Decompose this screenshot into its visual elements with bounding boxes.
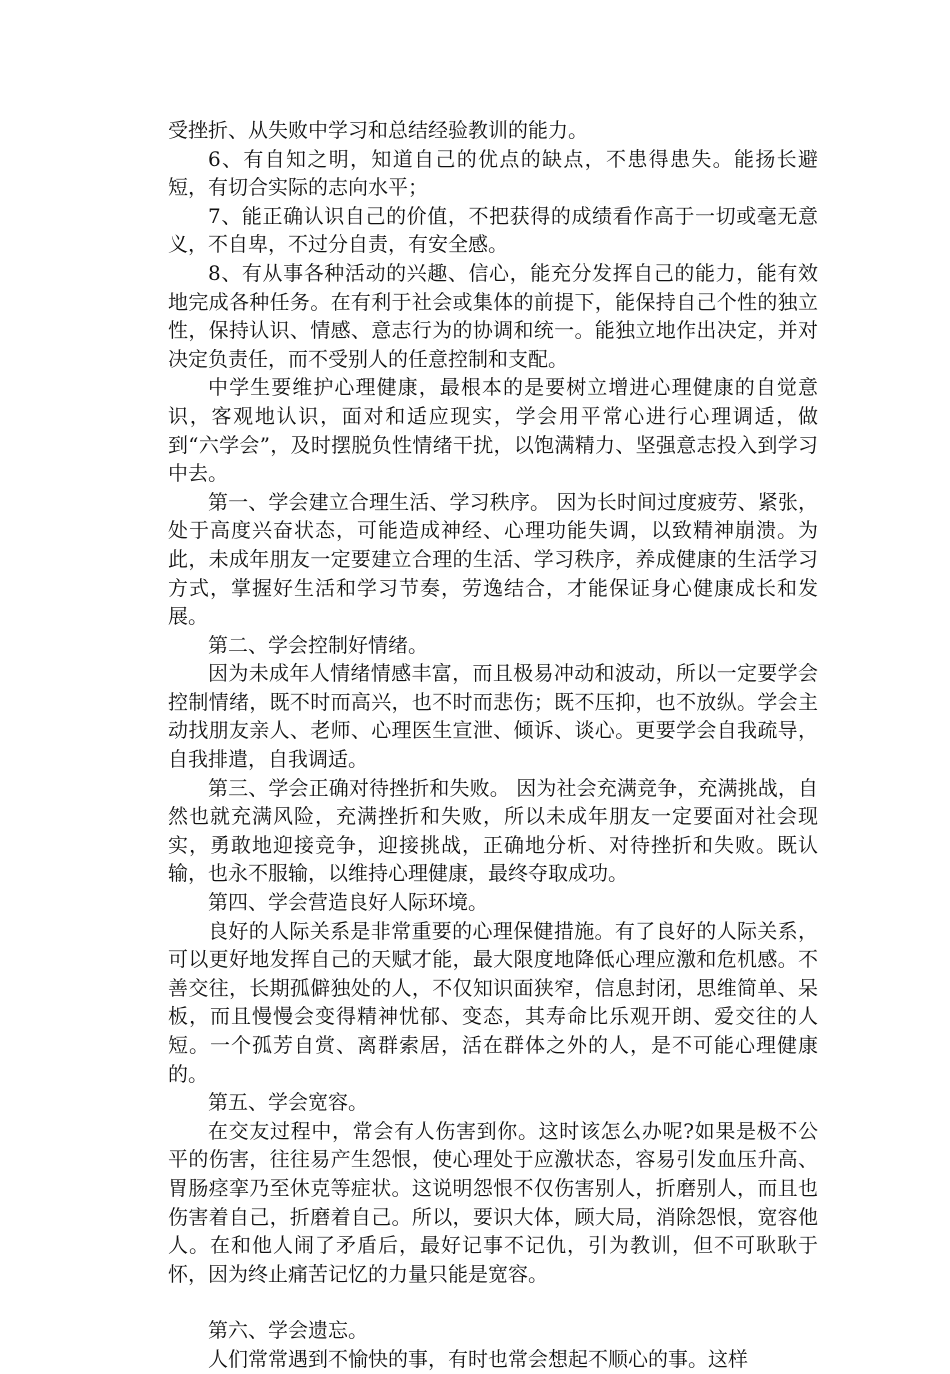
paragraph-item-7: 7、能正确认识自己的价值，不把获得的成绩看作高于一切或毫无意义，不自卑，不过分自责，有安全感。 bbox=[168, 203, 818, 257]
paragraph-intro: 中学生要维护心理健康，最根本的是要树立增进心理健康的自觉意识，客观地认识，面对和适应现实，学会用平常心进行心理调适，做到“六学会”，及时摆脱负性情绪干扰，以饱满精力、坚强意志投入到学习中去。 bbox=[168, 375, 818, 486]
paragraph-item-8: 8、有从事各种活动的兴趣、信心，能充分发挥自己的能力，能有效地完成各种任务。在有利于社会或集体的前提下，能保持自己个性的独立性，保持认识、情感、意志行为的协调和统一。能独立地作出决定，并对决定负责任，而不受别人的任意控制和支配。 bbox=[168, 260, 818, 371]
paragraph-sixth: 人们常常遇到不愉快的事，有时也常会想起不顺心的事。这样 bbox=[208, 1346, 748, 1371]
paragraph-first: 第一、学会建立合理生活、学习秩序。 因为长时间过度疲劳、紧张，处于高度兴奋状态，可能造成神经、心理功能失调，以致精神崩溃。为此，未成年朋友一定要建立合理的生活、学习秩序，养成健康的生活学习方式，掌握好生活和学习节奏，劳逸结合，才能保证身心健康成长和发展。 bbox=[168, 489, 818, 629]
paragraph-item-6: 6、有自知之明，知道自己的优点的缺点，不患得患失。能扬长避短，有切合实际的志向水平； bbox=[168, 146, 818, 200]
paragraph-fifth: 在交友过程中，常会有人伤害到你。这时该怎么办呢?如果是极不公平的伤害，往往易产生怨恨，使心理处于应激状态，容易引发血压升高、胃肠痉挛乃至休克等症状。这说明怨恨不仅伤害别人，折磨别人，而且也伤害着自己，折磨着自己。所以，要识大体，顾大局，消除怨恨，宽容他人。在和他人闹了矛盾后，最好记事不记仇，引为教训，但不可耿耿于怀，因为终止痛苦记忆的力量只能是宽容。 bbox=[168, 1118, 818, 1286]
heading-sixth: 第六、学会遗忘。 bbox=[208, 1318, 368, 1343]
heading-fourth: 第四、学会营造良好人际环境。 bbox=[208, 890, 488, 915]
paragraph-fourth: 良好的人际关系是非常重要的心理保健措施。有了良好的人际关系，可以更好地发挥自己的天赋才能，最大限度地降低心理应激和危机感。不善交往，长期孤僻独处的人，不仅知识面狭窄，信息封闭，思维简单、呆板，而且慢慢会变得精神忧郁、变态，其寿命比乐观开朗、爱交往的人短。一个孤芳自赏、离群索居，活在群体之外的人，是不可能心理健康的。 bbox=[168, 918, 818, 1086]
paragraph-third: 第三、学会正确对待挫折和失败。 因为社会充满竞争，充满挑战，自然也就充满风险，充满挫折和失败，所以未成年朋友一定要面对社会现实，勇敢地迎接竞争，迎接挑战，正确地分析、对待挫折和失败。既认输，也永不服输，以维持心理健康，最终夺取成功。 bbox=[168, 775, 818, 886]
paragraph-continuation: 受挫折、从失败中学习和总结经验教训的能力。 bbox=[168, 118, 588, 142]
heading-second: 第二、学会控制好情绪。 bbox=[208, 632, 428, 657]
heading-fifth: 第五、学会宽容。 bbox=[208, 1090, 368, 1115]
document-body bbox=[168, 116, 818, 1374]
paragraph-second: 因为未成年人情绪情感丰富，而且极易冲动和波动，所以一定要学会控制情绪，既不时而高兴，也不时而悲伤；既不压抑，也不放纵。学会主动找朋友亲人、老师、心理医生宣泄、倾诉、谈心。更要学会自我疏导，自我排遣，自我调适。 bbox=[168, 661, 818, 772]
